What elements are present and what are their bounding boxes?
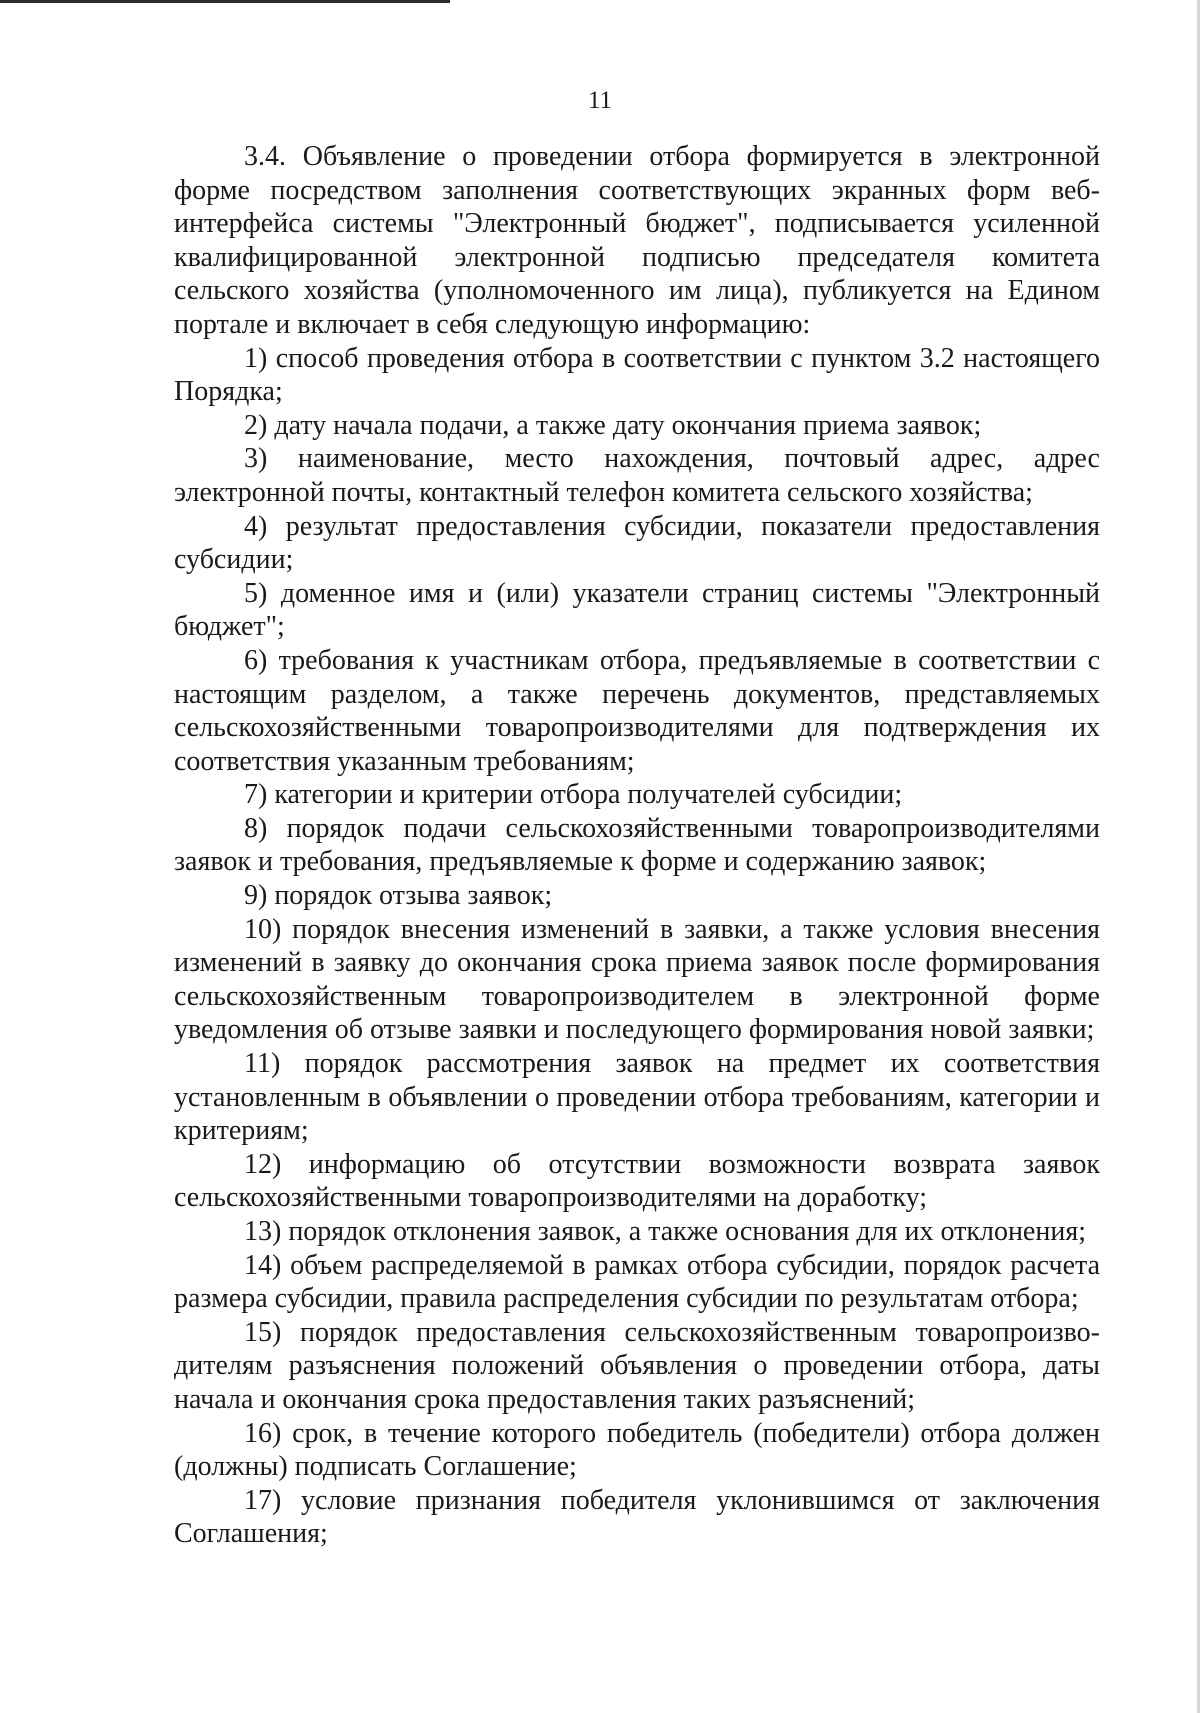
- list-item-13: 13) порядок отклонения заявок, а также основания для их отклонения;: [244, 1216, 1086, 1247]
- list-item-3: 3) наименование, место нахождения, почтовый адрес, адрес электронной почты, контактный телефон комитета сельского хозяйства;: [174, 443, 1100, 508]
- list-item-8: 8) порядок подачи сельскохозяйственными товаропроизводителями заявок и требования, предъявляемые к форме и содержанию заявок;: [174, 812, 1100, 878]
- list-item-15: 15) порядок предоставления сельскохозяйственным товаропроизво-дителям разъяснения положений объявления о проведении отбора, даты начала и окончания срока предоставления таких разъяснений;: [174, 1316, 1100, 1415]
- list-item-17: 17) условие признания победителя уклонившимся от заключения Соглашения;: [174, 1484, 1100, 1550]
- list-item-6: 6) требования к участникам отбора, предъявляемые в соответствии с настоящим разделом, а также перечень документов, представляемых сельскохозяйственными товаропроизводителями для подтверждения их соответствия указанным требованиям;: [174, 644, 1100, 777]
- page-number: 11: [587, 87, 613, 114]
- document-body: [174, 140, 1100, 1551]
- list-item-1: 1) способ проведения отбора в соответствии с пунктом 3.2 настоящего Порядка;: [174, 342, 1100, 408]
- list-item-11: 11) порядок рассмотрения заявок на предмет их соответствия установленным в объявлении о проведении отбора требованиям, категории и критериям;: [174, 1048, 1100, 1147]
- list-item-12: 12) информацию об отсутствии возможности возврата заявок сельскохозяйственными товаропроизводителями на доработку;: [174, 1148, 1100, 1214]
- list-item-2: 2) дату начала подачи, а также дату окончания приема заявок;: [244, 409, 982, 441]
- list-item-14: 14) объем распределяемой в рамках отбора субсидии, порядок расчета размера субсидии, правила распределения субсидии по результатам отбора;: [174, 1249, 1100, 1315]
- paragraph-3-4: 3.4. Объявление о проведении отбора формируется в электронной форме посредством заполнения соответствующих экранных форм веб-интерфейса системы "Электронный бюджет", подписывается усиленной квалифицированной электронной подписью председателя комитета сельского хозяйства (уполномоченного им лица), публикуется на Едином портале и включает в себя следующую информацию:: [174, 141, 1100, 340]
- list-item-5: 5) доменное имя и (или) указатели страниц системы "Электронный бюджет";: [174, 577, 1100, 643]
- list-item-9: 9) порядок отзыва заявок;: [244, 880, 553, 912]
- list-item-7: 7) категории и критерии отбора получателей субсидии;: [244, 779, 903, 811]
- top-border-line: [0, 0, 450, 3]
- list-item-4: 4) результат предоставления субсидии, показатели предоставления субсидии;: [174, 510, 1100, 576]
- list-item-10: 10) порядок внесения изменений в заявки, а также условия внесения изменений в заявку до окончания срока приема заявок после формирования сельскохозяйственным товаропроизводителем в электронной форме уведомления об отзыве заявки и последующего формирования новой заявки;: [174, 913, 1100, 1046]
- list-item-16: 16) срок, в течение которого победитель (победители) отбора должен (должны) подписать Соглашение;: [174, 1417, 1100, 1483]
